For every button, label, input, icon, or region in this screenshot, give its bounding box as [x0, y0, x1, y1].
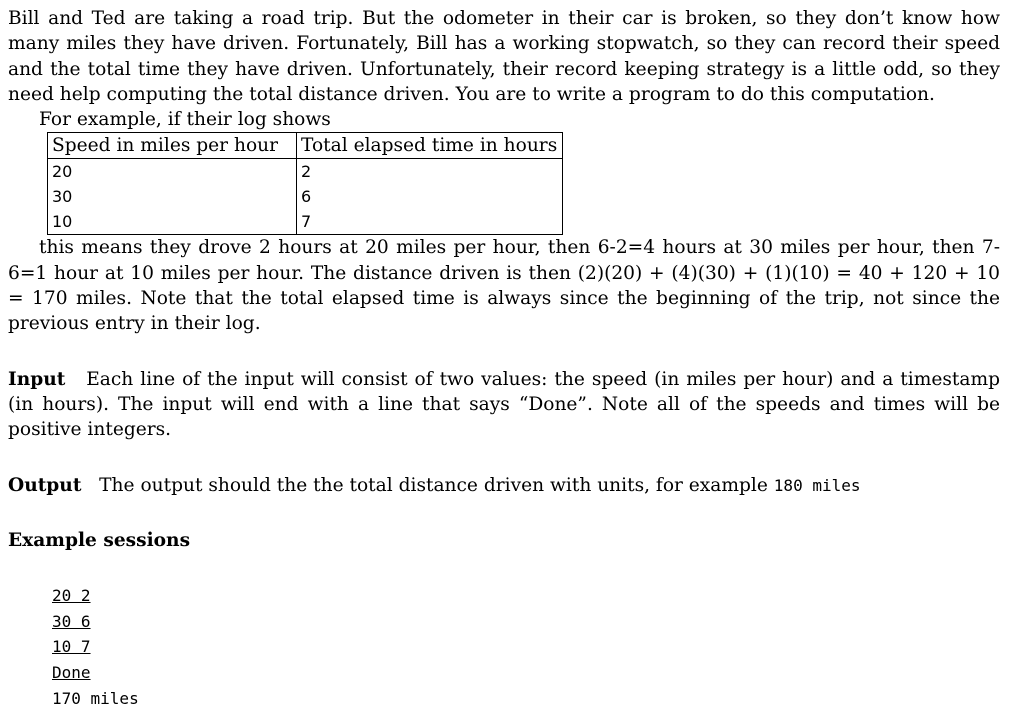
session-input-line: 30 6 — [52, 611, 91, 631]
time-cell: 2 — [297, 159, 563, 185]
output-text: The output should the the total distance driven with units, for example — [99, 474, 768, 496]
session-output-line: 170 miles — [52, 688, 139, 708]
sessions-heading: Example sessions — [8, 529, 191, 551]
input-heading: Input — [8, 368, 66, 390]
output-section — [8, 473, 1000, 498]
example-session — [52, 583, 1000, 711]
table-row — [48, 184, 563, 209]
time-cell: 7 — [297, 209, 563, 235]
output-example: 180 miles — [773, 475, 861, 495]
session-input-line: 20 2 — [52, 586, 91, 606]
example-lead: For example, if their log shows — [39, 109, 331, 131]
speed-cell: 10 — [48, 209, 297, 235]
input-text: Each line of the input will consist of two values: the speed (in miles per hour) and a timestamp (in hours). The input will end with a line that says “Done”. Note all of the speeds and times will be positive integers. — [8, 368, 1000, 441]
log-table — [47, 132, 563, 235]
session-input-line: Done — [52, 662, 91, 682]
table-row — [48, 209, 563, 235]
output-heading: Output — [8, 474, 82, 496]
table-row — [48, 159, 563, 185]
problem-statement — [8, 6, 1000, 711]
log-table-wrapper — [47, 132, 1000, 235]
intro-paragraph: Bill and Ted are taking a road trip. But the odometer in their car is broken, so they don’t know how many miles they have driven. Fortunately, Bill has a working stopwatch, so they can record their speed and the total time they have driven. Unfortunately, their record keeping strategy is a little odd, so they need help computing the total distance driven. You are to write a program to do this computation. — [8, 8, 1000, 105]
table-header-row — [48, 133, 563, 159]
header-time: Total elapsed time in hours — [297, 133, 563, 159]
session-input-line: 10 7 — [52, 637, 91, 657]
speed-cell: 20 — [48, 159, 297, 185]
input-section — [8, 367, 1000, 443]
explanation-paragraph: this means they drove 2 hours at 20 miles per hour, then 6-2=4 hours at 30 miles per hour, then 7-6=1 hour at 10 miles per hour. The distance driven is then (2)(20) + (4)(30) + (1)(10) = 40 + 120 + 10 = 170 miles. Note that the total elapsed time is always since the beginning of the trip, not since the previous entry in their log. — [8, 237, 1000, 335]
header-speed: Speed in miles per hour — [48, 133, 297, 159]
time-cell: 6 — [297, 184, 563, 209]
speed-cell: 30 — [48, 184, 297, 209]
